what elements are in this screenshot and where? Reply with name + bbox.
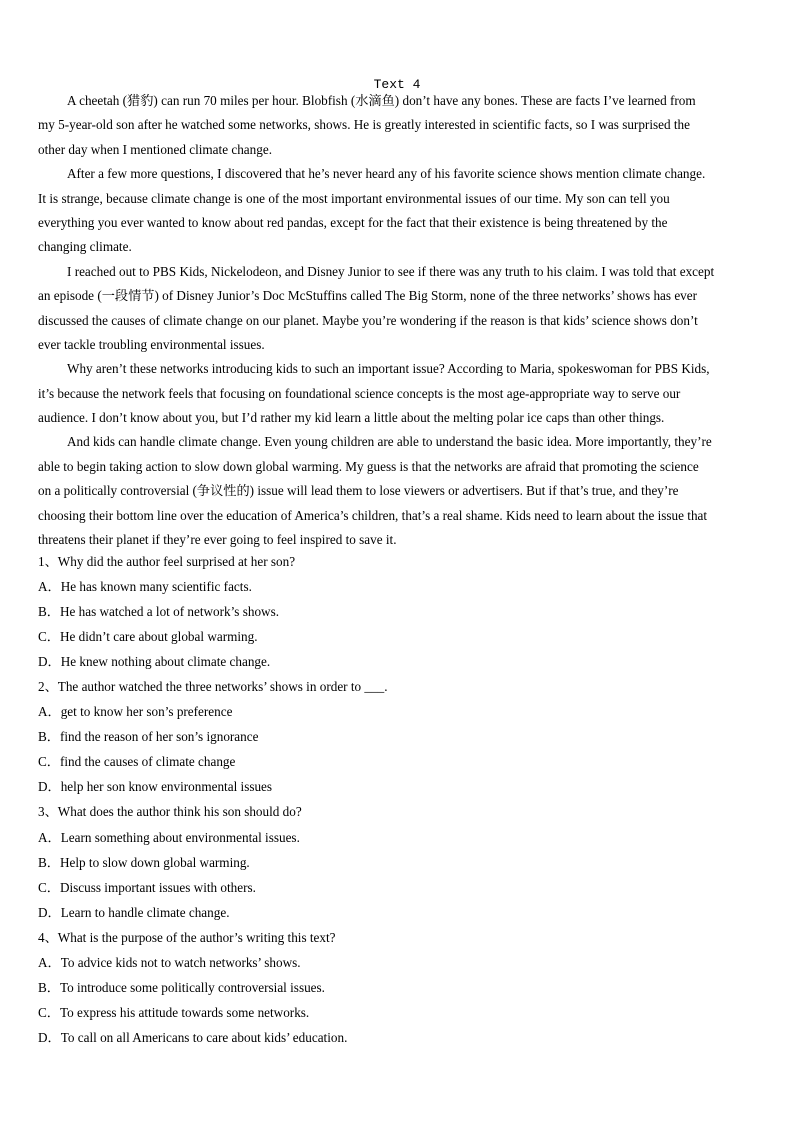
answer-option: C．Discuss important issues with others. — [38, 879, 256, 895]
answer-option: B．Help to slow down global warming. — [38, 854, 250, 870]
paragraph-line: A cheetah (猎豹) can run 70 miles per hour. Blobfish (水滴鱼) don’t have any bones. These are facts I’ve learned from — [67, 93, 696, 108]
answer-option: B．find the reason of her son’s ignorance — [38, 729, 259, 745]
question-stem: 1、Why did the author feel surprised at her son? — [38, 554, 296, 569]
paragraph-line: on a politically controversial (争议性的) issue will lead them to lose viewers or advertisers. But if that’s true, and they’re — [38, 483, 679, 499]
paragraph-line: my 5-year-old son after he watched some networks, shows. He is greatly interested in scientific facts, so I was surprised the — [38, 117, 690, 133]
answer-option: D．He knew nothing about climate change. — [38, 654, 271, 670]
document-title: Text 4 — [373, 77, 421, 92]
question-list — [38, 553, 758, 1054]
answer-option: C．To express his attitude towards some networks. — [38, 1004, 310, 1020]
answer-option: D．To call on all Americans to care about kids’ education. — [38, 1029, 348, 1045]
paragraph-line: discussed the causes of climate change on our planet. Maybe you’re wondering if the reason is that kids’ science shows don’t — [38, 312, 698, 328]
paragraph-line: threatens their planet if they’re ever going to feel inspired to save it. — [38, 532, 397, 548]
paragraph-line: an episode (一段情节) of Disney Junior’s Doc McStuffins called The Big Storm, none of the three networks’ shows has ever — [38, 288, 698, 304]
answer-option: B．He has watched a lot of network’s shows. — [38, 604, 279, 620]
paragraph-line: audience. I don’t know about you, but I’d rather my kid learn a little about the melting polar ice caps than other things. — [38, 410, 665, 426]
answer-option: A．To advice kids not to watch networks’ shows. — [38, 954, 301, 970]
paragraph-line: choosing their bottom line over the education of America’s children, that’s a real shame. Kids need to learn about the issue that — [38, 507, 708, 523]
question-stem: 3、What does the author think his son should do? — [38, 804, 302, 820]
answer-option: B．To introduce some politically controversial issues. — [38, 979, 325, 995]
paragraph-line: ever tackle troubling environmental issues. — [38, 336, 265, 352]
article-body — [38, 92, 758, 555]
answer-option: A．Learn something about environmental issues. — [38, 829, 300, 845]
question-stem: 4、What is the purpose of the author’s writing this text? — [38, 929, 336, 945]
paragraph-line: I reached out to PBS Kids, Nickelodeon, and Disney Junior to see if there was any truth to his claim. I was told that except — [67, 263, 715, 279]
paragraph-line: After a few more questions, I discovered that he’s never heard any of his favorite science shows mention climate change. — [67, 166, 706, 182]
answer-option: A．get to know her son’s preference — [38, 704, 233, 720]
paragraph-line: changing climate. — [38, 239, 132, 255]
paragraph-line: other day when I mentioned climate change. — [38, 141, 272, 157]
answer-option: D．Learn to handle climate change. — [38, 904, 230, 920]
paragraph-line: And kids can handle climate change. Even young children are able to understand the basic idea. More importantly, they’re — [67, 434, 712, 450]
paragraph-line: able to begin taking action to slow down global warming. My guess is that the networks are afraid that promoting the science — [38, 458, 699, 474]
answer-option: A．He has known many scientific facts. — [38, 579, 252, 595]
paragraph-line: it’s because the network feels that focusing on foundational science concepts is the most age-appropriate way to serve our — [38, 385, 681, 401]
paragraph-line: It is strange, because climate change is one of the most important environmental issues of our time. My son can tell you — [38, 190, 670, 206]
answer-option: C．find the causes of climate change — [38, 754, 236, 770]
answer-option: D．help her son know environmental issues — [38, 779, 273, 795]
paragraph-line: everything you ever wanted to know about red pandas, except for the fact that their existence is being threatened by the — [38, 214, 668, 230]
paragraph-line: Why aren’t these networks introducing kids to such an important issue? According to Maria, spokeswoman for PBS Kids, — [67, 361, 710, 377]
answer-option: C．He didn’t care about global warming. — [38, 629, 258, 645]
question-stem: 2、The author watched the three networks’ shows in order to ___. — [38, 679, 388, 695]
